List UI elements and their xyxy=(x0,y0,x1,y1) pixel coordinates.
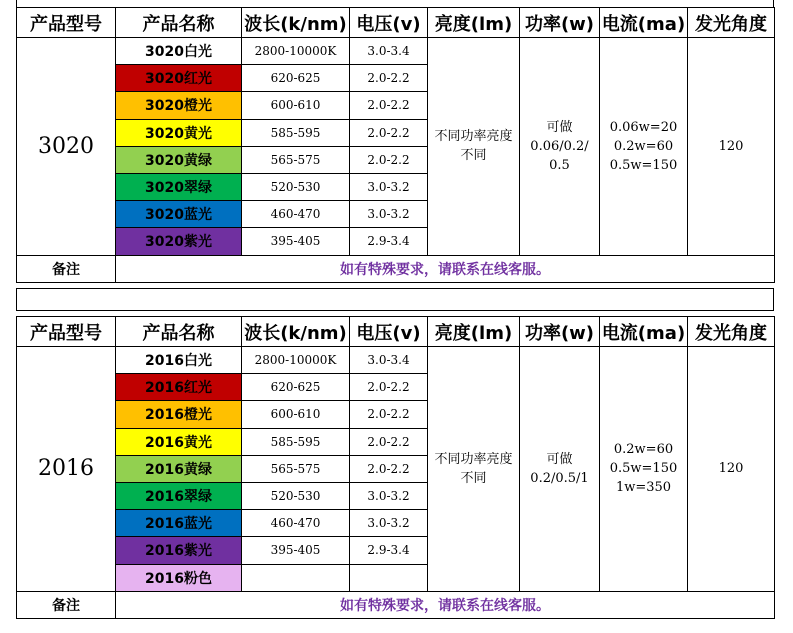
wavelength-cell: 600-610 xyxy=(242,92,350,119)
header-power: 功率(w) xyxy=(520,8,600,38)
wavelength-cell: 600-610 xyxy=(242,401,350,428)
current-cell xyxy=(600,38,688,256)
voltage-cell: 2.0-2.2 xyxy=(350,455,428,482)
wavelength-cell: 2800-10000K xyxy=(242,38,350,65)
note-text: 如有特殊要求，请联系在线客服。 xyxy=(116,255,775,282)
cell-line: 0.06/0.2/ xyxy=(530,138,589,154)
current-cell xyxy=(600,347,688,592)
voltage-cell: 2.0-2.2 xyxy=(350,146,428,173)
header-name: 产品名称 xyxy=(116,317,242,347)
wavelength-cell: 2800-10000K xyxy=(242,347,350,374)
voltage-cell: 2.0-2.2 xyxy=(350,401,428,428)
cell-line: 0.06w=20 xyxy=(609,119,678,135)
voltage-cell: 3.0-3.2 xyxy=(350,201,428,228)
header-voltage: 电压(v) xyxy=(350,8,428,38)
cell-line: 不同功率亮度 xyxy=(434,129,513,145)
product-name: 2016粉色 xyxy=(116,564,242,591)
header-brightness: 亮度(lm) xyxy=(428,8,520,38)
cell-line: 0.2w=60 xyxy=(613,442,674,458)
product-name: 3020橙光 xyxy=(116,92,242,119)
power-cell xyxy=(520,347,600,592)
cell-line: 不同功率亮度 xyxy=(434,451,513,467)
wavelength-cell: 565-575 xyxy=(242,146,350,173)
header-voltage: 电压(v) xyxy=(350,317,428,347)
header-wavelength: 波长(k/nm) xyxy=(242,8,350,38)
cell-line: 0.5w=150 xyxy=(609,461,678,477)
power-cell xyxy=(520,38,600,256)
cell-line: 不同 xyxy=(460,470,487,486)
note-label: 备注 xyxy=(17,255,116,282)
cell-line: 0.2w=60 xyxy=(613,138,674,154)
model-number: 2016 xyxy=(17,347,116,592)
header-angle: 发光角度 xyxy=(688,8,775,38)
angle-cell: 120 xyxy=(688,38,775,256)
cell-line: 0.2/0.5/1 xyxy=(530,470,589,486)
spec-table-2016 xyxy=(16,316,775,619)
wavelength-cell: 585-595 xyxy=(242,119,350,146)
wavelength-cell xyxy=(242,564,350,591)
cell-line: 0.5w=150 xyxy=(609,157,678,173)
product-name: 2016橙光 xyxy=(116,401,242,428)
wavelength-cell: 460-470 xyxy=(242,201,350,228)
voltage-cell: 2.0-2.2 xyxy=(350,119,428,146)
product-name: 2016蓝光 xyxy=(116,510,242,537)
voltage-cell: 2.0-2.2 xyxy=(350,92,428,119)
voltage-cell: 3.0-3.2 xyxy=(350,510,428,537)
wavelength-cell: 585-595 xyxy=(242,428,350,455)
header-row xyxy=(17,317,775,347)
voltage-cell xyxy=(350,564,428,591)
wavelength-cell: 520-530 xyxy=(242,482,350,509)
voltage-cell: 3.0-3.4 xyxy=(350,347,428,374)
brightness-cell xyxy=(428,38,520,256)
header-wavelength: 波长(k/nm) xyxy=(242,317,350,347)
product-name: 2016黄绿 xyxy=(116,455,242,482)
cell-line: 可做 xyxy=(546,119,573,135)
note-row xyxy=(17,255,775,282)
header-angle: 发光角度 xyxy=(688,317,775,347)
note-label: 备注 xyxy=(17,591,116,618)
voltage-cell: 3.0-3.2 xyxy=(350,482,428,509)
wavelength-cell: 395-405 xyxy=(242,228,350,255)
wavelength-cell: 395-405 xyxy=(242,537,350,564)
wavelength-cell: 460-470 xyxy=(242,510,350,537)
voltage-cell: 2.0-2.2 xyxy=(350,428,428,455)
voltage-cell: 3.0-3.4 xyxy=(350,38,428,65)
wavelength-cell: 620-625 xyxy=(242,65,350,92)
cell-line: 可做 xyxy=(546,451,573,467)
spec-table-3020 xyxy=(16,7,775,283)
product-name: 3020蓝光 xyxy=(116,201,242,228)
voltage-cell: 3.0-3.2 xyxy=(350,173,428,200)
product-name: 3020红光 xyxy=(116,65,242,92)
header-name: 产品名称 xyxy=(116,8,242,38)
voltage-cell: 2.9-3.4 xyxy=(350,228,428,255)
product-name: 3020白光 xyxy=(116,38,242,65)
product-name: 2016红光 xyxy=(116,374,242,401)
product-name: 3020翠绿 xyxy=(116,173,242,200)
header-current: 电流(ma) xyxy=(600,8,688,38)
header-row xyxy=(17,8,775,38)
product-name: 3020紫光 xyxy=(116,228,242,255)
angle-cell: 120 xyxy=(688,347,775,592)
wavelength-cell: 520-530 xyxy=(242,173,350,200)
product-name: 2016翠绿 xyxy=(116,482,242,509)
voltage-cell: 2.0-2.2 xyxy=(350,374,428,401)
cell-line: 0.5 xyxy=(549,157,570,173)
product-name: 2016紫光 xyxy=(116,537,242,564)
product-name: 2016黄光 xyxy=(116,428,242,455)
header-model: 产品型号 xyxy=(17,317,116,347)
brightness-cell xyxy=(428,347,520,592)
wavelength-cell: 620-625 xyxy=(242,374,350,401)
voltage-cell: 2.0-2.2 xyxy=(350,65,428,92)
cell-line: 不同 xyxy=(460,148,487,164)
note-text: 如有特殊要求，请联系在线客服。 xyxy=(116,591,775,618)
header-current: 电流(ma) xyxy=(600,317,688,347)
header-brightness: 亮度(lm) xyxy=(428,317,520,347)
voltage-cell: 2.9-3.4 xyxy=(350,537,428,564)
table-row xyxy=(17,347,775,374)
wavelength-cell: 565-575 xyxy=(242,455,350,482)
product-name: 3020黄绿 xyxy=(116,146,242,173)
product-name: 2016白光 xyxy=(116,347,242,374)
header-model: 产品型号 xyxy=(17,8,116,38)
table-row xyxy=(17,38,775,65)
table-separator-row xyxy=(16,288,774,311)
cell-line: 1w=350 xyxy=(615,480,672,496)
header-power: 功率(w) xyxy=(520,317,600,347)
product-name: 3020黄光 xyxy=(116,119,242,146)
model-number: 3020 xyxy=(17,38,116,256)
note-row xyxy=(17,591,775,618)
